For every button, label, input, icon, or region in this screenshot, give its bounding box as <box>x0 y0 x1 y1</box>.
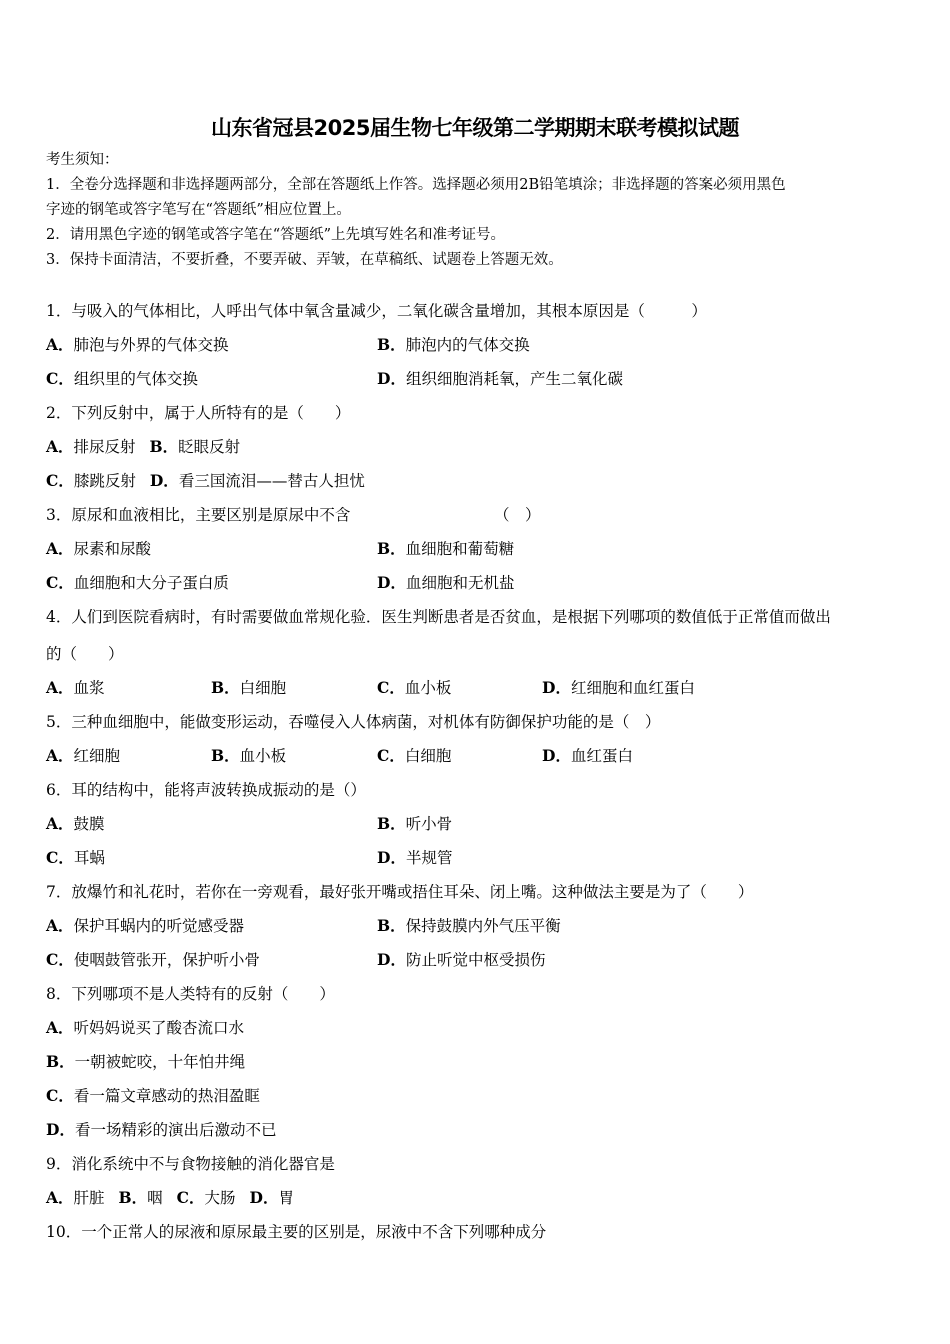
option-label: B． <box>377 539 406 558</box>
question-stem <box>46 977 916 1011</box>
option-text: 肝脏 <box>73 1189 105 1207</box>
question-stem <box>46 875 916 909</box>
option-label: C． <box>46 471 74 490</box>
option-text: 大肠 <box>204 1189 236 1207</box>
option-text: 血细胞和大分子蛋白质 <box>73 574 229 592</box>
option-a <box>46 671 105 705</box>
option-d <box>377 362 623 396</box>
option-row <box>46 566 916 600</box>
question-stem-cont <box>46 637 916 671</box>
question-text: 2．下列反射中，属于人所特有的是（ ） <box>46 404 351 422</box>
option-c <box>46 943 260 977</box>
option-text: 耳蜗 <box>73 849 105 867</box>
option-d <box>377 841 452 875</box>
option-text: 半规管 <box>405 849 453 867</box>
option-text: 血小板 <box>404 679 452 697</box>
option-c <box>46 841 105 875</box>
option-b <box>211 739 286 773</box>
option-a <box>46 1011 244 1045</box>
option-label: D． <box>46 1120 75 1139</box>
question-stem <box>46 498 916 532</box>
option-text: 咽 <box>147 1189 163 1207</box>
option-row <box>46 532 916 566</box>
option-row <box>46 1079 916 1113</box>
option-text: 看一场精彩的演出后激动不已 <box>74 1121 277 1139</box>
option-b <box>150 438 241 456</box>
option-d <box>150 472 365 490</box>
question-text: 9．消化系统中不与食物接触的消化器官是 <box>46 1155 335 1173</box>
option-row <box>46 1181 916 1215</box>
option-d <box>377 566 514 600</box>
option-a <box>46 532 151 566</box>
option-a <box>46 807 105 841</box>
option-c <box>177 1189 236 1207</box>
page-title: 山东省冠县2025届生物七年级第二学期期末联考模拟试题 <box>211 116 739 140</box>
option-row <box>46 1045 916 1079</box>
option-label: C． <box>46 848 74 867</box>
option-label: C． <box>176 1188 205 1207</box>
option-label: A． <box>46 1188 74 1207</box>
question-text: 10．一个正常人的尿液和原尿最主要的区别是，尿液中不含下列哪种成分 <box>46 1223 547 1241</box>
option-a <box>46 1189 105 1207</box>
option-label: D． <box>377 369 406 388</box>
option-label: D． <box>377 950 406 969</box>
option-row <box>46 1113 916 1147</box>
option-b <box>211 671 286 705</box>
option-text: 看一篇文章感动的热泪盈眶 <box>73 1087 260 1105</box>
question-stem <box>46 705 916 739</box>
option-row <box>46 328 916 362</box>
option-text: 白细胞 <box>404 747 452 765</box>
option-text: 尿素和尿酸 <box>73 540 152 558</box>
option-a <box>46 739 120 773</box>
option-label: A． <box>46 746 74 765</box>
option-label: C． <box>377 746 405 765</box>
option-text: 血浆 <box>73 679 105 697</box>
option-label: A． <box>46 335 74 354</box>
question-text: 3．原尿和血液相比，主要区别是原尿中不含 <box>46 506 351 524</box>
option-text: 听妈妈说买了酸杏流口水 <box>73 1019 245 1037</box>
option-b <box>377 909 561 943</box>
option-text: 红细胞 <box>73 747 121 765</box>
question-stem <box>46 396 916 430</box>
option-text: 眨眼反射 <box>178 438 241 456</box>
option-label: B． <box>46 1052 75 1071</box>
option-text: 白细胞 <box>239 679 287 697</box>
option-b <box>377 532 514 566</box>
option-a <box>46 438 136 456</box>
option-d <box>377 943 545 977</box>
option-row <box>46 807 916 841</box>
question-text: 1．与吸入的气体相比，人呼出气体中氧含量减少，二氧化碳含量增加，其根本原因是（ ） <box>46 302 707 320</box>
option-text: 使咽鼓管张开，保护听小骨 <box>73 951 260 969</box>
option-c <box>377 739 451 773</box>
option-row <box>46 671 916 705</box>
option-text: 鼓膜 <box>73 815 105 833</box>
option-row <box>46 943 916 977</box>
option-label: B． <box>149 437 179 456</box>
option-label: C． <box>46 369 74 388</box>
question-text: 5．三种血细胞中，能做变形运动，吞噬侵入人体病菌，对机体有防御保护功能的是（ ） <box>46 713 661 731</box>
option-row <box>46 362 916 396</box>
notice-line: 2．请用黑色字迹的钢笔或答字笔在“答题纸”上先填写姓名和准考证号。 <box>46 227 506 243</box>
option-c <box>46 566 229 600</box>
option-label: B． <box>211 678 240 697</box>
option-text: 红细胞和血红蛋白 <box>570 679 695 697</box>
option-d <box>542 739 633 773</box>
notice-block <box>46 148 916 273</box>
option-label: A． <box>46 437 74 456</box>
question-text: 8．下列哪项不是人类特有的反射（ ） <box>46 985 335 1003</box>
option-c <box>377 671 451 705</box>
option-label: D． <box>377 848 406 867</box>
question-stem <box>46 600 916 634</box>
option-text: 防止听觉中枢受损伤 <box>405 951 546 969</box>
option-b <box>46 1045 245 1079</box>
option-text: 血红蛋白 <box>570 747 633 765</box>
option-text: 组织细胞消耗氧，产生二氧化碳 <box>405 370 623 388</box>
option-label: D． <box>542 746 571 765</box>
option-text: 膝跳反射 <box>73 472 136 490</box>
notice-line: 1．全卷分选择题和非选择题两部分，全部在答题纸上作答。选择题必须用2B铅笔填涂；非选择题的答案必须用黑色 <box>46 177 786 193</box>
option-label: C． <box>46 1086 74 1105</box>
option-d <box>250 1189 294 1207</box>
option-row <box>46 430 916 464</box>
option-label: D． <box>149 471 179 490</box>
option-text: 排尿反射 <box>73 438 136 456</box>
option-text: 血细胞和葡萄糖 <box>405 540 515 558</box>
option-text: 血小板 <box>239 747 287 765</box>
question-stem <box>46 1147 916 1181</box>
answer-paren: （ ） <box>494 506 541 524</box>
option-label: C． <box>377 678 405 697</box>
option-label: A． <box>46 814 74 833</box>
option-c <box>46 472 136 490</box>
question-text: 7．放爆竹和礼花时，若你在一旁观看，最好张开嘴或捂住耳朵、闭上嘴。这种做法主要是为了（ ） <box>46 883 754 901</box>
option-row <box>46 1011 916 1045</box>
option-label: B． <box>377 335 406 354</box>
option-text: 胃 <box>278 1189 294 1207</box>
option-label: D． <box>542 678 571 697</box>
option-b <box>119 1189 163 1207</box>
option-label: D． <box>377 573 406 592</box>
option-text: 听小骨 <box>405 815 453 833</box>
option-text: 保持鼓膜内外气压平衡 <box>405 917 561 935</box>
option-label: A． <box>46 1018 74 1037</box>
option-row <box>46 909 916 943</box>
option-row <box>46 841 916 875</box>
question-text: 的（ ） <box>46 645 124 663</box>
option-text: 组织里的气体交换 <box>73 370 198 388</box>
option-text: 血细胞和无机盐 <box>405 574 515 592</box>
option-label: C． <box>46 573 74 592</box>
option-c <box>46 1079 260 1113</box>
option-a <box>46 328 229 362</box>
option-row <box>46 739 916 773</box>
option-d <box>46 1113 276 1147</box>
option-d <box>542 671 695 705</box>
option-label: B． <box>211 746 240 765</box>
question-stem <box>46 773 916 807</box>
option-a <box>46 909 244 943</box>
question-stem <box>46 1215 916 1249</box>
option-label: B． <box>377 916 406 935</box>
option-c <box>46 362 198 396</box>
option-text: 一朝被蛇咬，十年怕井绳 <box>74 1053 246 1071</box>
question-text: 6．耳的结构中，能将声波转换成振动的是（） <box>46 781 366 799</box>
option-label: A． <box>46 678 74 697</box>
option-text: 保护耳蜗内的听觉感受器 <box>73 917 245 935</box>
option-b <box>377 807 452 841</box>
option-label: A． <box>46 916 74 935</box>
notice-heading: 考生须知： <box>46 152 119 168</box>
option-label: B． <box>118 1188 148 1207</box>
option-label: C． <box>46 950 74 969</box>
option-b <box>377 328 530 362</box>
notice-line: 3．保持卡面清洁，不要折叠，不要弄破、弄皱，在草稿纸、试题卷上答题无效。 <box>46 252 563 268</box>
option-label: A． <box>46 539 74 558</box>
question-stem <box>46 294 916 328</box>
option-text: 肺泡与外界的气体交换 <box>73 336 229 354</box>
option-text: 看三国流泪——替古人担忧 <box>178 472 365 490</box>
option-text: 肺泡内的气体交换 <box>405 336 530 354</box>
option-label: B． <box>377 814 406 833</box>
notice-line: 字迹的钢笔或答字笔写在“答题纸”相应位置上。 <box>46 202 351 218</box>
option-label: D． <box>249 1188 279 1207</box>
question-text: 4．人们到医院看病时，有时需要做血常规化验．医生判断患者是否贫血，是根据下列哪项的数值低于正常值而做出 <box>46 608 831 626</box>
option-row <box>46 464 916 498</box>
